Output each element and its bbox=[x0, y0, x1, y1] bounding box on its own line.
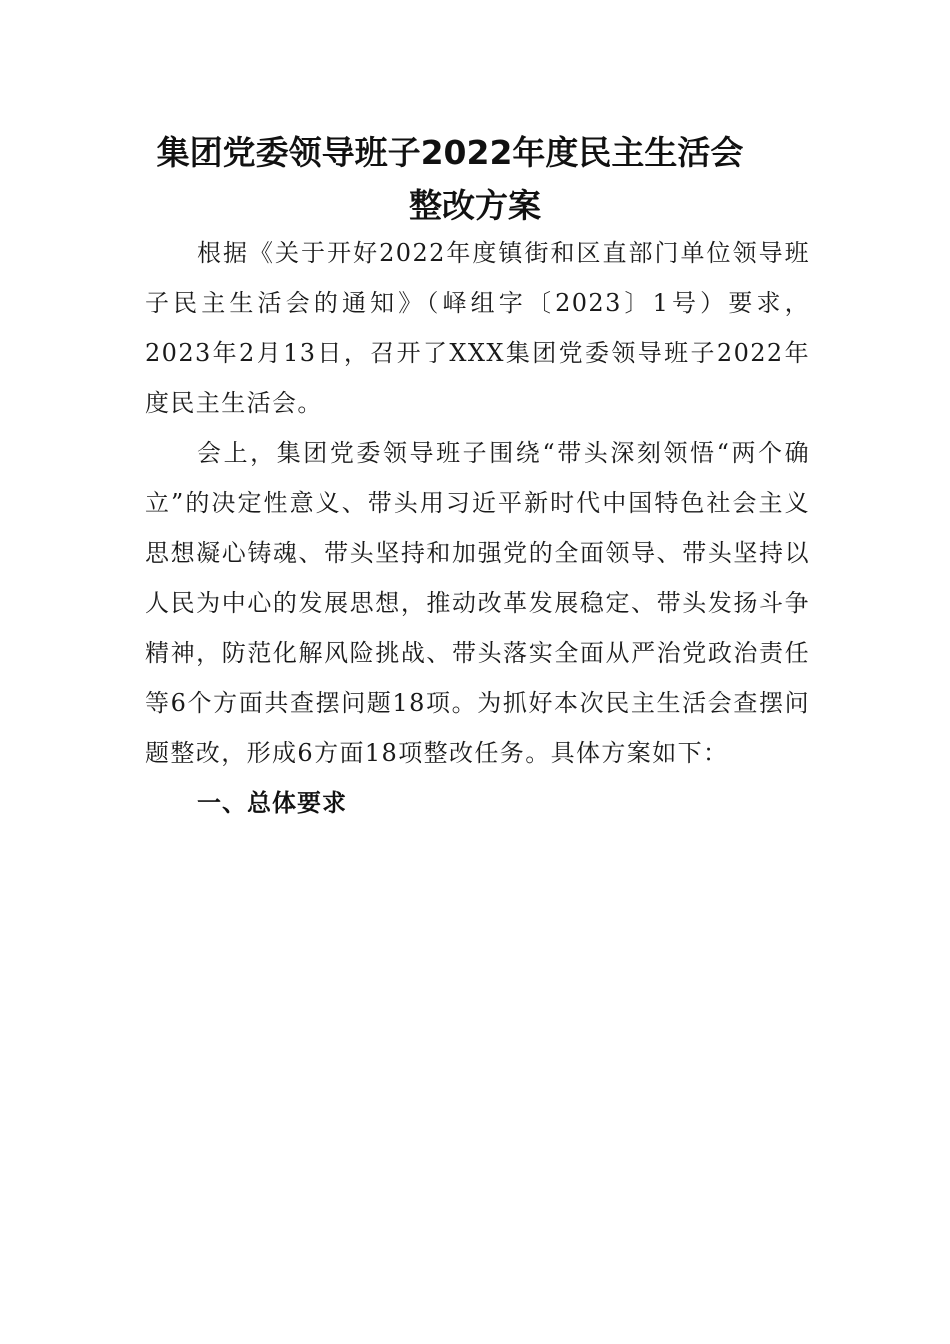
body-paragraph-1: 根据《关于开好2022年度镇街和区直部门单位领导班子民主生活会的通知》（峄组字〔2023〕1号）要求，2023年2月13日，召开了XXX集团党委领导班子2022年度民主生活会。 bbox=[145, 239, 810, 417]
document-title-line-1: 集团党委领导班子2022年度民主生活会 bbox=[156, 133, 744, 172]
document-title-line-2: 整改方案 bbox=[409, 186, 541, 225]
document-body bbox=[145, 228, 810, 828]
section-heading: 一、总体要求 bbox=[197, 789, 347, 817]
body-paragraph-2: 会上，集团党委领导班子围绕“带头深刻领悟“两个确立”的决定性意义、带头用习近平新时代中国特色社会主义思想凝心铸魂、带头坚持和加强党的全面领导、带头坚持以人民为中心的发展思想，推动改革发展稳定、带头发扬斗争精神，防范化解风险挑战、带头落实全面从严治党政治责任等6个方面共查摆问题18项。为抓好本次民主生活会查摆问题整改，形成6方面18项整改任务。具体方案如下： bbox=[145, 439, 810, 767]
